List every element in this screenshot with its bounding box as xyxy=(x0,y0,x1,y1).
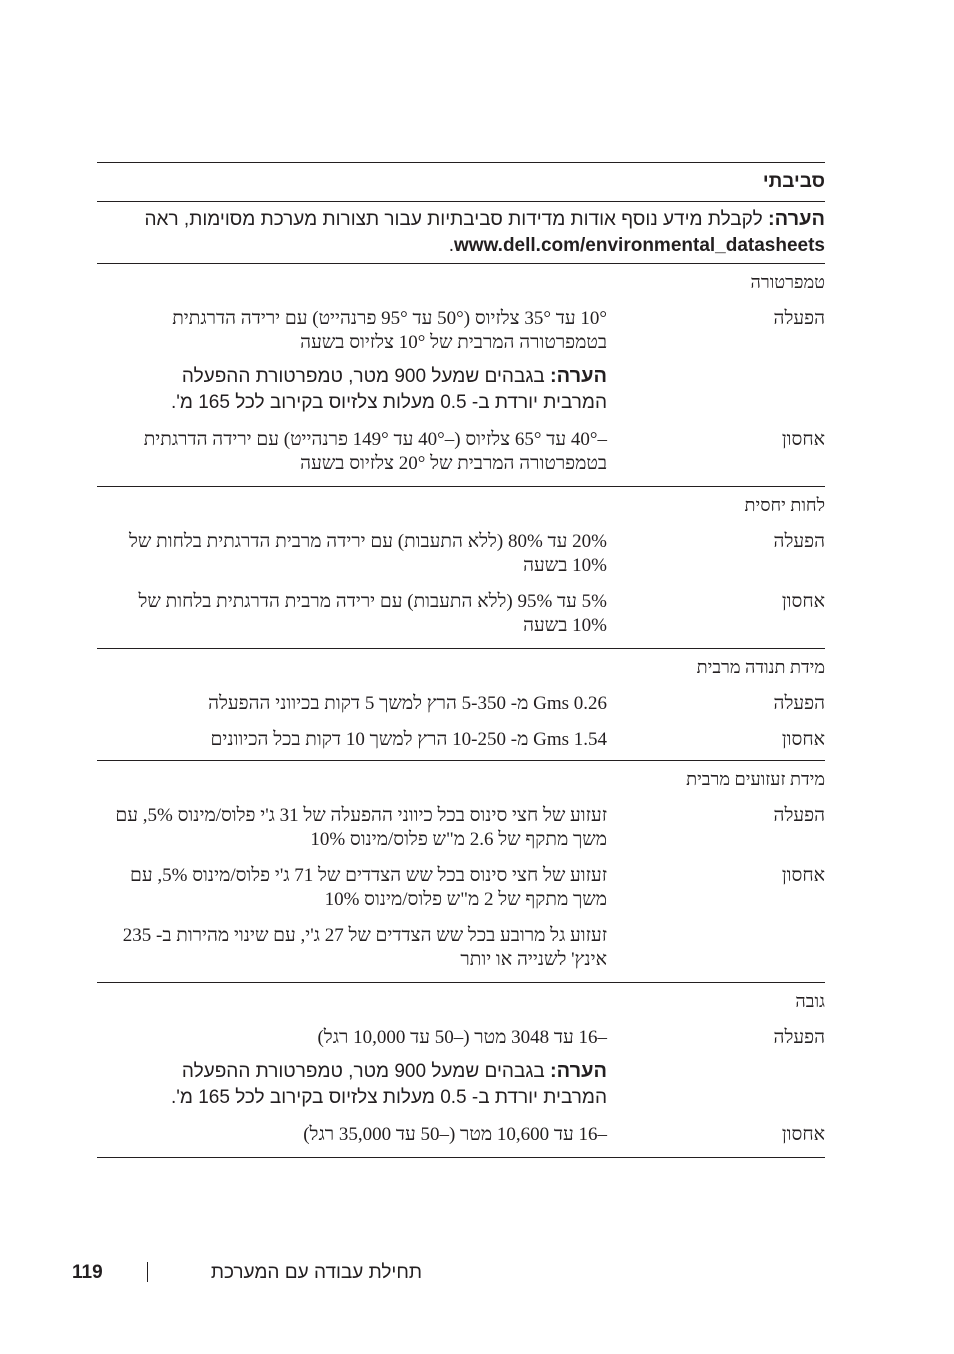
row-value: 10° עד 35° צלזיוס (50° עד 95° פרנהייט) עם ירידה הדרגתית בטמפרטורה המרבית של 10° צלזיוס בשעה xyxy=(172,308,607,353)
table-row xyxy=(97,684,825,720)
row-values xyxy=(97,582,607,642)
datasheet-url: www.dell.com/environmental_datasheets xyxy=(454,235,825,256)
row-label: הפעלה xyxy=(773,308,825,329)
row-values xyxy=(97,856,607,976)
table-row xyxy=(97,299,825,420)
table-row xyxy=(97,420,825,480)
row-label: אחסון xyxy=(781,429,825,450)
section-title: סביבתי xyxy=(762,171,825,192)
row-values xyxy=(97,684,607,720)
environmental-spec-table xyxy=(97,162,825,1158)
table-bottom-rule xyxy=(97,1157,825,1158)
note-label: הערה: xyxy=(550,365,607,387)
row-label: הפעלה xyxy=(773,531,825,552)
group-title-altitude: גובה xyxy=(795,991,825,1011)
row-values xyxy=(97,796,607,856)
row-label: אחסון xyxy=(781,1124,825,1145)
note-label: הערה: xyxy=(550,1060,607,1082)
footer-separator xyxy=(147,1262,148,1282)
row-label: אחסון xyxy=(781,591,825,612)
row-label: אחסון xyxy=(781,729,825,750)
table-row xyxy=(97,1018,825,1115)
row-note xyxy=(113,1054,607,1115)
table-row xyxy=(97,856,825,976)
section-note xyxy=(97,202,825,263)
table-row xyxy=(97,522,825,582)
row-values xyxy=(97,299,607,420)
row-value: זעזוע של חצי סינוס בכל כיווני ההפעלה של 31 ג'י פלוס/מינוס 5%, עם משך מתקף של 2.6 מ"ש פלוס/מינוס 10% xyxy=(115,805,607,850)
row-values xyxy=(97,420,607,480)
note-end: . xyxy=(448,235,455,256)
row-value: –16 עד 10,600 מטר (–50 עד 35,000 רגל) xyxy=(303,1124,607,1145)
note-text: לקבלת מידע נוסף אודות מדידות סביבתיות עבור תצורות מערכת מסוימות, ראה xyxy=(144,209,769,230)
group-title-temperature: טמפרטורה xyxy=(750,272,825,292)
row-label: הפעלה xyxy=(773,1027,825,1048)
row-values xyxy=(97,522,607,582)
row-label: אחסון xyxy=(781,865,825,886)
row-value: –16 עד 3048 מטר (–50 עד 10,000 רגל) xyxy=(317,1027,607,1048)
row-values xyxy=(97,720,607,756)
table-row xyxy=(97,720,825,756)
row-value: –40° עד 65° צלזיוס (–40° עד 149° פרנהייט) עם ירידה הדרגתית בטמפרטורה המרבית של 20° צלזיוס בשעה xyxy=(143,429,607,474)
page-footer xyxy=(60,1260,430,1288)
row-label: הפעלה xyxy=(773,805,825,826)
row-value: זעזוע של חצי סינוס בכל שש הצדדים של 71 ג'י פלוס/מינוס 5%, עם משך מתקף של 2 מ"ש פלוס/מינוס 10% xyxy=(130,865,607,910)
row-value: 5% עד 95% (ללא התעבות) עם ירידה מרבית הדרגתית בלחות של 10% בשעה xyxy=(138,591,607,636)
note-text: בגבהים שמעל 900 מטר, טמפרטורת ההפעלה המרבית יורדת ב- 0.5 מעלות צלזיוס בקירוב לכל 165 מ'. xyxy=(170,1061,607,1108)
row-note xyxy=(113,359,607,420)
group-title-vibration: מידת תנודה מרבית xyxy=(696,657,825,677)
row-value: 20% עד 80% (ללא התעבות) עם ירידה מרבית הדרגתית בלחות של 10% בשעה xyxy=(129,531,607,576)
group-title-shock: מידת זעזועים מרבית xyxy=(686,769,825,789)
table-row xyxy=(97,796,825,856)
table-row xyxy=(97,1115,825,1151)
row-label: הפעלה xyxy=(773,693,825,714)
row-values xyxy=(97,1115,607,1151)
note-text: בגבהים שמעל 900 מטר, טמפרטורת ההפעלה המרבית יורדת ב- 0.5 מעלות צלזיוס בקירוב לכל 165 מ'. xyxy=(170,366,607,413)
table-row xyxy=(97,582,825,642)
row-value: 0.26 Gms מ- 5-350 הרץ למשך 5 דקות בכיווני ההפעלה xyxy=(208,693,607,714)
row-value: 1.54 Gms מ- 10-250 הרץ למשך 10 דקות בכל הכיוונים xyxy=(210,729,607,750)
chapter-title: תחילת עבודה עם המערכת xyxy=(210,1262,422,1283)
row-value: זעזוע גל מרובע בכל שש הצדדים של 27 ג'י, עם שינוי מהירות ב- 235 אינץ' לשנייה או יותר xyxy=(122,925,607,970)
page-number: 119 xyxy=(72,1262,103,1283)
row-values xyxy=(97,1018,607,1115)
note-label: הערה: xyxy=(768,208,825,230)
group-title-humidity: לחות יחסית xyxy=(744,495,825,515)
